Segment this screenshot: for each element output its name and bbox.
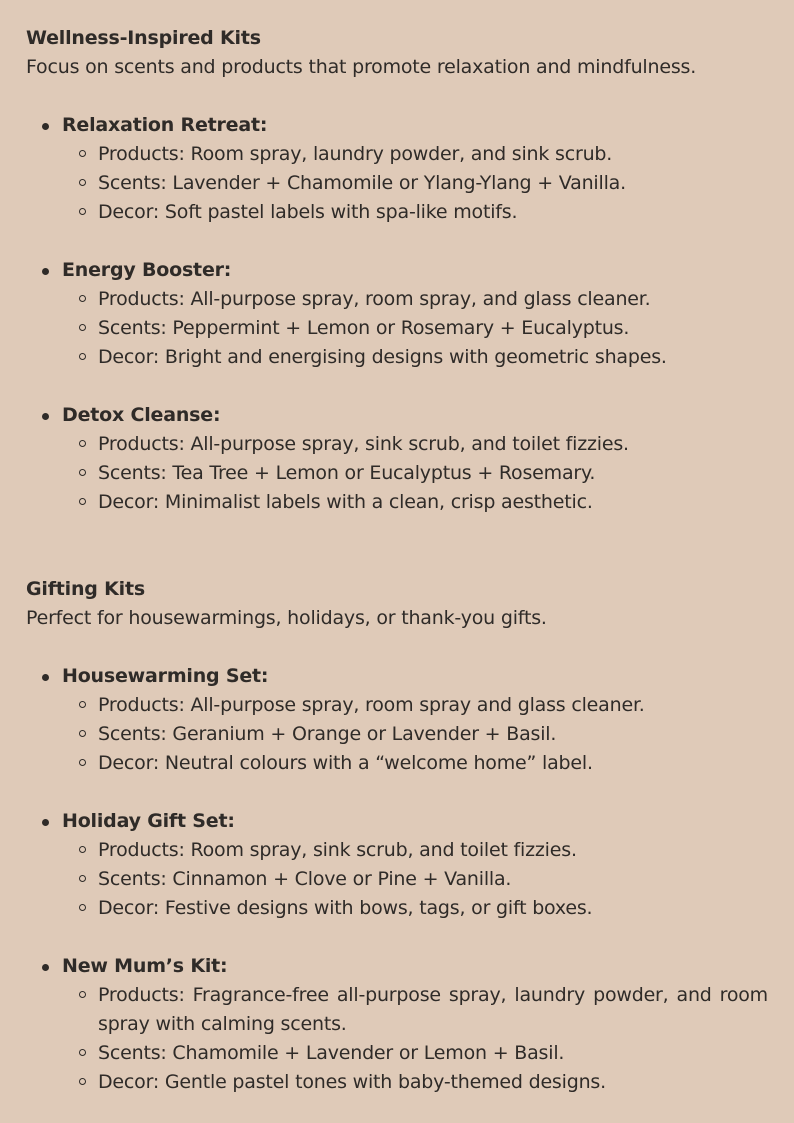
circle-bullet-icon <box>79 730 86 737</box>
kit-detail: Products: All-purpose spray, sink scrub, and toilet fizzies. <box>62 430 768 459</box>
kit-detail: Scents: Geranium + Orange or Lavender + Basil. <box>62 720 768 749</box>
kit-title: Relaxation Retreat: <box>62 114 268 136</box>
kit-details <box>62 140 768 227</box>
kit-title: Detox Cleanse: <box>62 404 221 426</box>
kit-relaxation-retreat <box>26 111 768 227</box>
circle-bullet-icon <box>79 904 86 911</box>
section-title: Gifting Kits <box>26 578 145 600</box>
kit-detail: Decor: Festive designs with bows, tags, or gift boxes. <box>62 894 768 923</box>
circle-bullet-icon <box>79 179 86 186</box>
kit-detail: Scents: Chamomile + Lavender or Lemon + Basil. <box>62 1039 768 1068</box>
kit-details <box>62 285 768 372</box>
section-title: Wellness-Inspired Kits <box>26 27 261 49</box>
kit-detail: Scents: Tea Tree + Lemon or Eucalyptus + Rosemary. <box>62 459 768 488</box>
kit-details <box>62 430 768 517</box>
circle-bullet-icon <box>79 208 86 215</box>
kit-title: Housewarming Set: <box>62 665 269 687</box>
section-gifting-kits <box>26 575 768 1097</box>
kit-detail: Decor: Bright and energising designs with geometric shapes. <box>62 343 768 372</box>
circle-bullet-icon <box>79 1078 86 1085</box>
circle-bullet-icon <box>79 324 86 331</box>
circle-bullet-icon <box>79 498 86 505</box>
kit-details <box>62 981 768 1097</box>
bullet-icon <box>42 819 49 826</box>
bullet-icon <box>42 123 49 130</box>
bullet-icon <box>42 268 49 275</box>
kit-detail: Decor: Minimalist labels with a clean, crisp aesthetic. <box>62 488 768 517</box>
kit-detail: Products: Fragrance-free all-purpose spray, laundry powder, and room spray with calming scents. <box>62 981 768 1039</box>
circle-bullet-icon <box>79 440 86 447</box>
kit-detox-cleanse <box>26 401 768 517</box>
section-wellness-kits <box>26 24 768 517</box>
circle-bullet-icon <box>79 353 86 360</box>
section-intro: Focus on scents and products that promote relaxation and mindfulness. <box>26 56 697 78</box>
section-intro: Perfect for housewarmings, holidays, or thank-you gifts. <box>26 607 547 629</box>
kit-title: Energy Booster: <box>62 259 232 281</box>
kit-holiday-gift-set <box>26 807 768 923</box>
kit-detail: Decor: Neutral colours with a “welcome home” label. <box>62 749 768 778</box>
kit-detail: Decor: Gentle pastel tones with baby-themed designs. <box>62 1068 768 1097</box>
kit-details <box>62 836 768 923</box>
bullet-icon <box>42 964 49 971</box>
kit-detail: Scents: Peppermint + Lemon or Rosemary + Eucalyptus. <box>62 314 768 343</box>
circle-bullet-icon <box>79 1049 86 1056</box>
kit-detail: Products: All-purpose spray, room spray and glass cleaner. <box>62 691 768 720</box>
section-spacer <box>26 546 768 575</box>
kit-detail: Products: All-purpose spray, room spray, and glass cleaner. <box>62 285 768 314</box>
circle-bullet-icon <box>79 469 86 476</box>
circle-bullet-icon <box>79 295 86 302</box>
circle-bullet-icon <box>79 875 86 882</box>
circle-bullet-icon <box>79 759 86 766</box>
kit-detail: Scents: Cinnamon + Clove or Pine + Vanilla. <box>62 865 768 894</box>
bullet-icon <box>42 413 49 420</box>
kit-new-mums-kit <box>26 952 768 1097</box>
circle-bullet-icon <box>79 701 86 708</box>
circle-bullet-icon <box>79 846 86 853</box>
circle-bullet-icon <box>79 150 86 157</box>
kit-housewarming-set <box>26 662 768 778</box>
kit-details <box>62 691 768 778</box>
kit-title: Holiday Gift Set: <box>62 810 235 832</box>
bullet-icon <box>42 674 49 681</box>
kit-detail: Scents: Lavender + Chamomile or Ylang-Ylang + Vanilla. <box>62 169 768 198</box>
circle-bullet-icon <box>79 991 86 998</box>
kit-detail: Products: Room spray, laundry powder, and sink scrub. <box>62 140 768 169</box>
kit-title: New Mum’s Kit: <box>62 955 228 977</box>
kit-detail: Decor: Soft pastel labels with spa-like motifs. <box>62 198 768 227</box>
kit-energy-booster <box>26 256 768 372</box>
kit-detail: Products: Room spray, sink scrub, and toilet fizzies. <box>62 836 768 865</box>
